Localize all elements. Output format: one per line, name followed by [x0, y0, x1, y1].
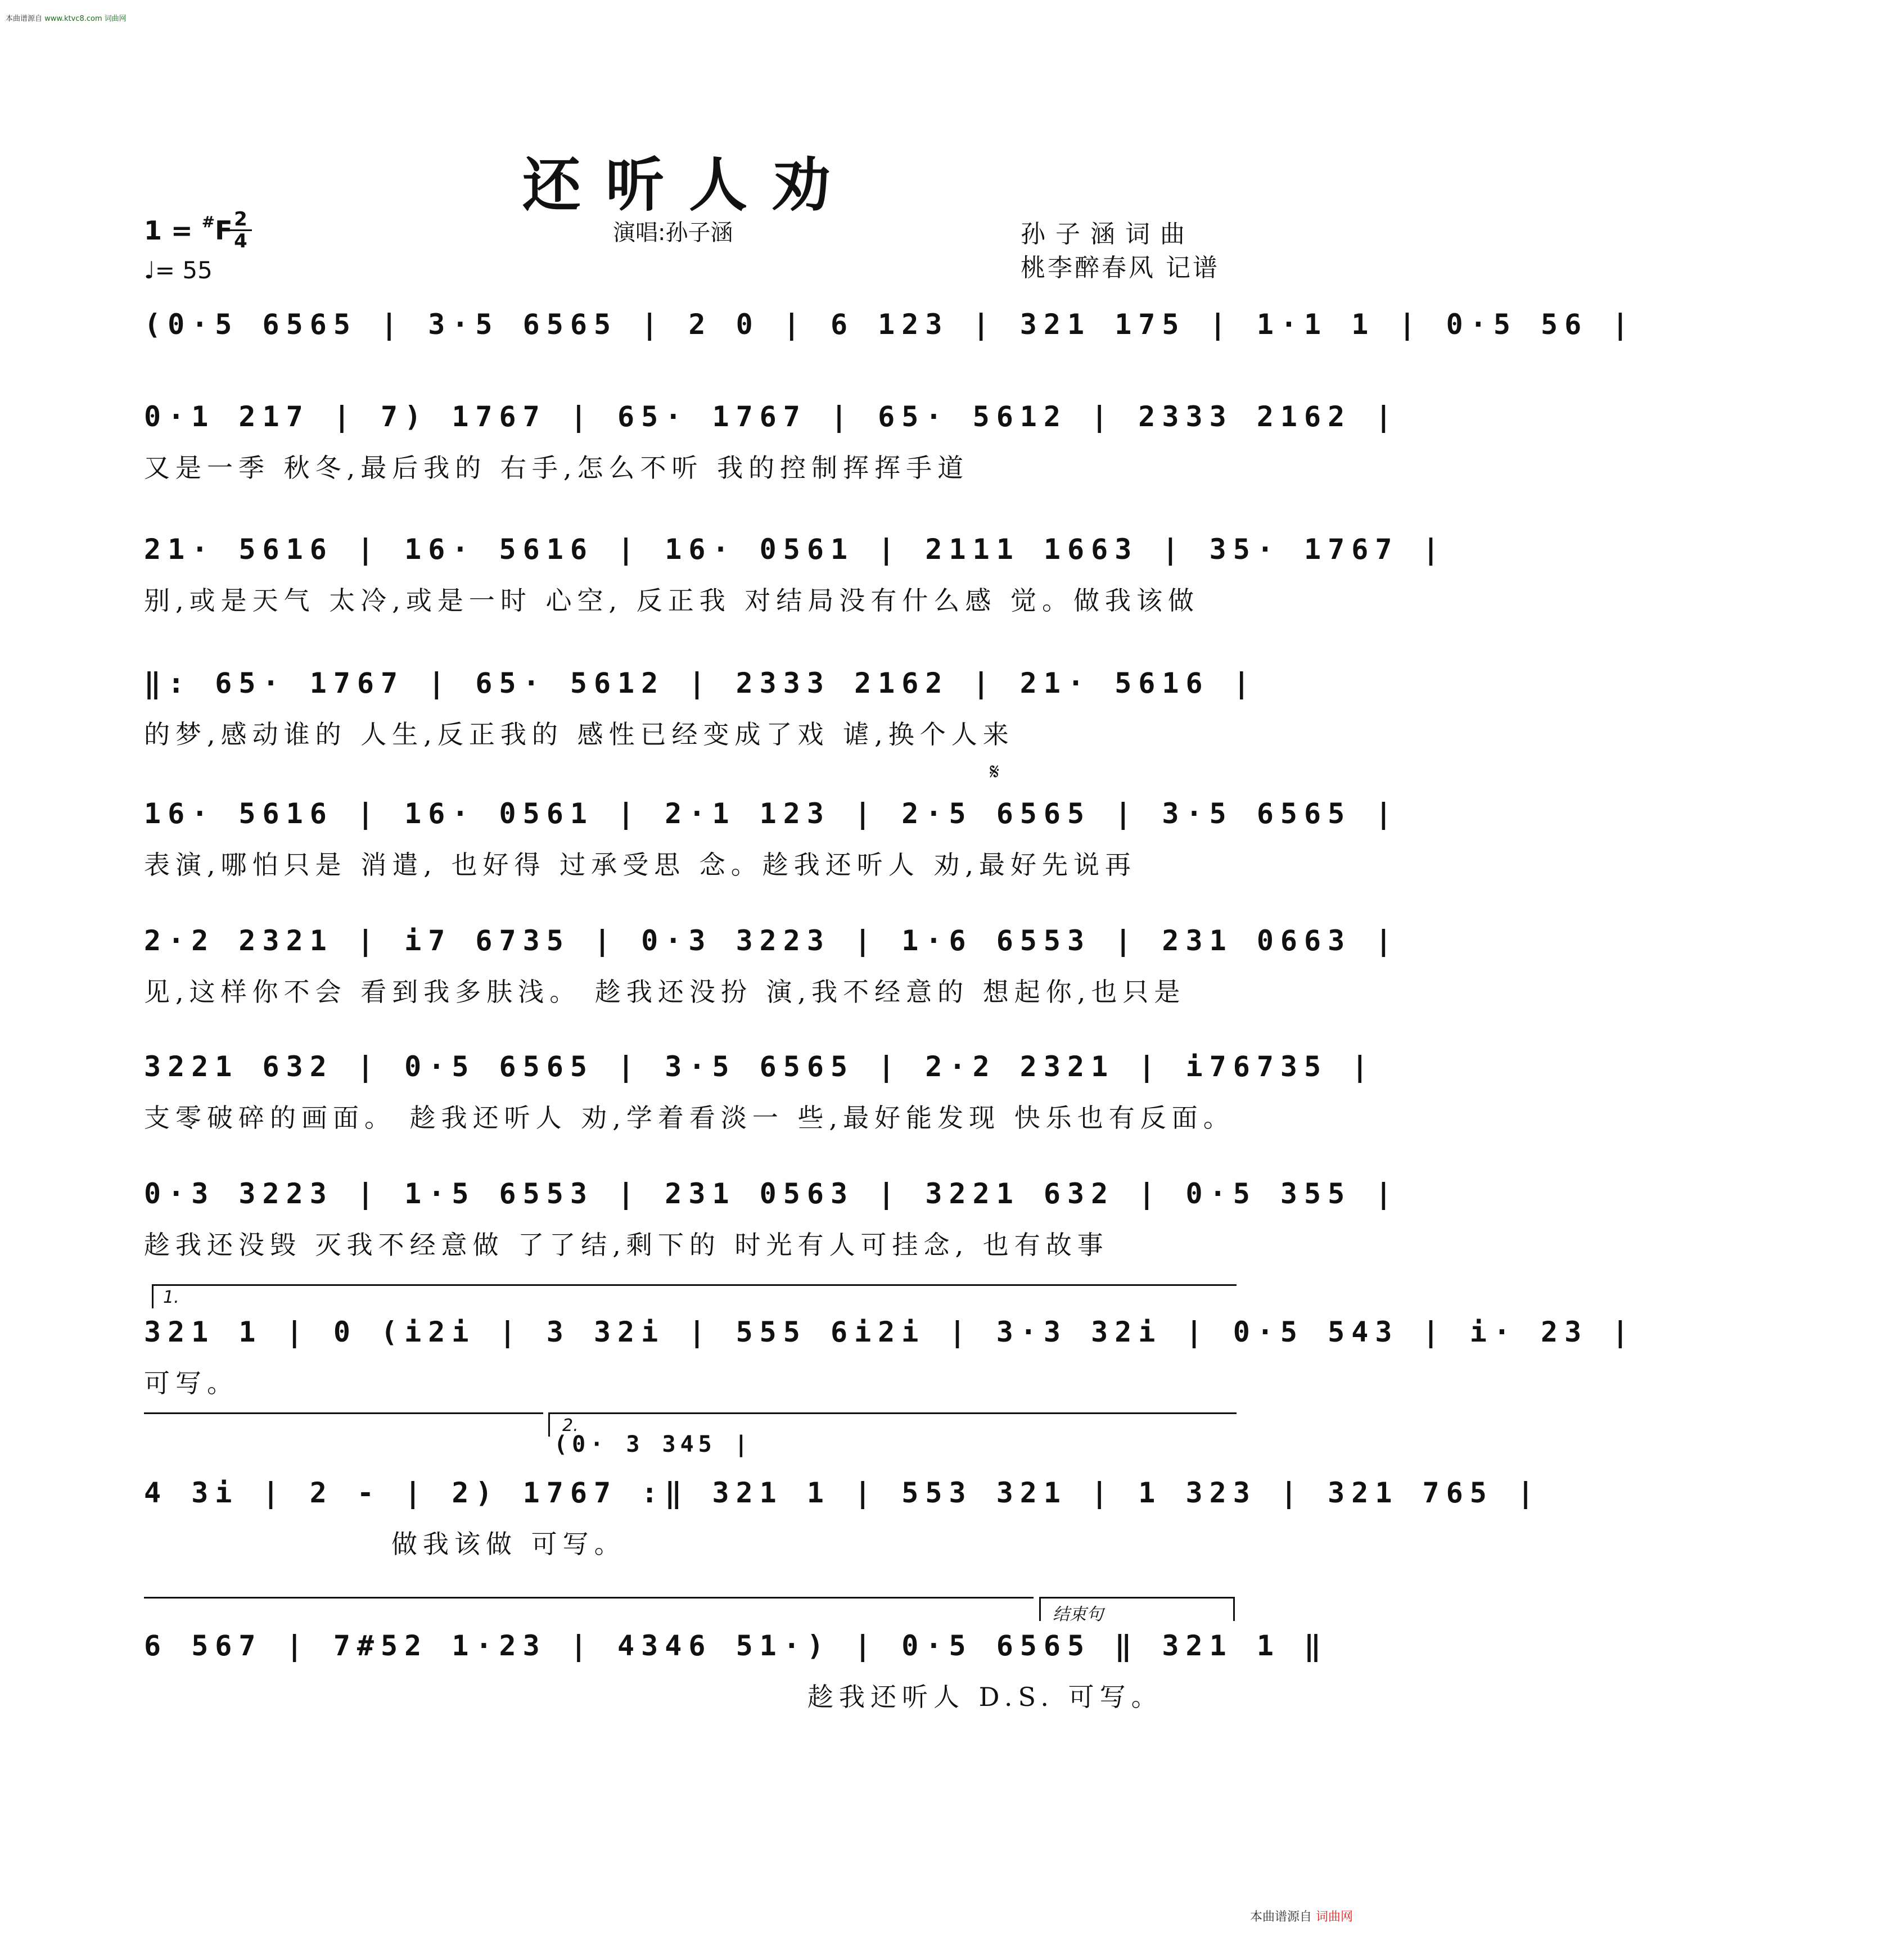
notation: 0·1 217 | 7) 1767 | 65· 1767 | 65· 5612 | 2333 2162 |	[144, 400, 1399, 433]
notation: (0·5 6565 | 3·5 6565 | 2 0 | 6 123 | 321 175 | 1·1 1 | 0·5 56 |	[144, 308, 1636, 341]
notation: ‖: 65· 1767 | 65· 5612 | 2333 2162 | 21· 5616 |	[144, 667, 1257, 699]
lyrics: 趁我还没毁 灭我不经意做 了了结,剩下的 时光有人可挂念, 也有故事	[144, 1230, 1109, 1260]
lyrics: 别,或是天气 太冷,或是一时 心空, 反正我 对结局没有什么感 觉。做我该做	[144, 585, 1199, 616]
header-site-link[interactable]: www.ktvc8.com 词曲网	[44, 15, 127, 23]
key-sharp: #	[201, 213, 215, 231]
coda-label: 结束句	[1053, 1605, 1103, 1624]
notation: 6 567 | 7#52 1·23 | 4346 51·) | 0·5 6565 ‖ 321 1 ‖	[144, 1629, 1328, 1662]
volta-label-2: 2.	[562, 1416, 579, 1435]
song-title: 还听人劝	[522, 150, 855, 219]
volta-label-1: 1.	[163, 1288, 179, 1307]
lyrics: 可写。	[144, 1368, 238, 1398]
lyrics: 表演,哪怕只是 消遣, 也好得 过承受思 念。趁我还听人 劝,最好先说再	[144, 850, 1136, 880]
header-source-text: 本曲谱源自	[6, 15, 43, 23]
key-note: F	[215, 215, 233, 246]
notation: 0·3 3223 | 1·5 6553 | 231 0563 | 3221 632 | 0·5 355 |	[144, 1177, 1399, 1210]
lyrics: 见,这样你不会 看到我多肤浅。 趁我还没扮 演,我不经意的 想起你,也只是	[144, 977, 1186, 1007]
time-signature	[229, 209, 252, 251]
volta-bracket-1	[152, 1284, 1237, 1308]
notation: 3221 632 | 0·5 6565 | 3·5 6565 | 2·2 2321 | i76735 |	[144, 1050, 1375, 1083]
segno-mark: 𝄋	[990, 759, 1000, 785]
lyrics: 的梦,感动谁的 人生,反正我的 感性已经变成了戏 谑,换个人来	[144, 719, 1014, 749]
notation: 21· 5616 | 16· 5616 | 16· 0561 | 2111 1663 | 35· 1767 |	[144, 533, 1446, 566]
transcriber: 桃李醉春风 记谱	[1021, 254, 1220, 282]
notation: 4 3i | 2 - | 2) 1767 :‖ 321 1 | 553 321 | 1 323 | 321 765 |	[144, 1477, 1541, 1509]
header-source	[6, 12, 127, 23]
volta-line	[144, 1412, 543, 1414]
volta-line	[144, 1597, 1034, 1599]
tempo-mark: ♩= 55	[144, 256, 213, 284]
key-prefix: 1 =	[144, 215, 202, 246]
singer: 演唱:孙子涵	[613, 220, 733, 246]
lyrics: 又是一季 秋冬,最后我的 右手,怎么不听 我的控制挥挥手道	[144, 453, 969, 483]
notation: 321 1 | 0 (i2i | 3 32i | 555 6i2i | 3·3 32i | 0·5 543 | i· 23 |	[144, 1316, 1636, 1348]
footer-source-text: 本曲谱源自	[1249, 1910, 1312, 1924]
notation: 16· 5616 | 16· 0561 | 2·1 123 | 2·5 6565 | 3·5 6565 |	[144, 797, 1399, 830]
composer: 孙子涵词曲	[1021, 220, 1195, 249]
time-bottom: 4	[229, 229, 252, 251]
second-ending-intro: (0· 3 345 |	[554, 1432, 752, 1457]
time-top: 2	[234, 208, 247, 231]
notation: 2·2 2321 | i7 6735 | 0·3 3223 | 1·6 6553 | 231 0663 |	[144, 924, 1399, 957]
lyrics: 支零破碎的画面。 趁我还听人 劝,学着看淡一 些,最好能发现 快乐也有反面。	[144, 1103, 1235, 1133]
lyrics: 做我该做 可写。	[391, 1529, 626, 1559]
footer-site-link[interactable]: 词曲网	[1315, 1910, 1353, 1924]
key-signature	[144, 213, 233, 246]
lyrics: 趁我还听人 D.S. 可写。	[807, 1682, 1163, 1712]
footer-source	[1250, 1907, 1353, 1925]
